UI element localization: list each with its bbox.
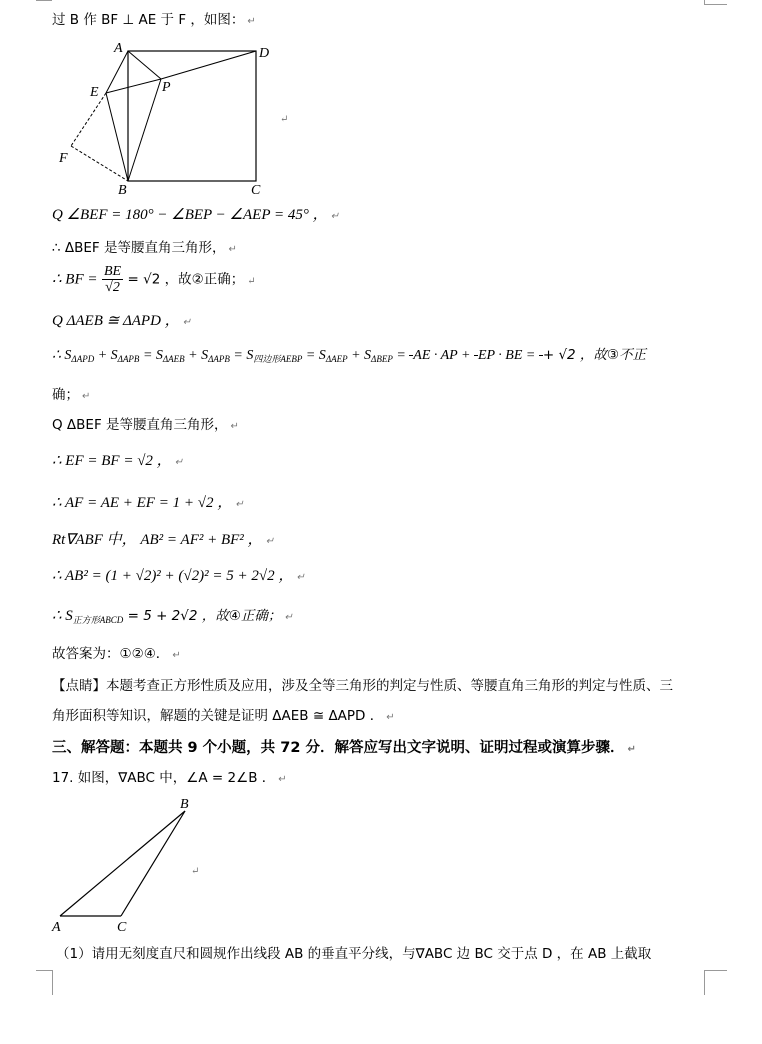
- crop-mark-top-left: [36, 0, 52, 1]
- label-a2: A: [52, 920, 61, 935]
- label-f: F: [59, 151, 68, 166]
- text-line-13: ∴ $S_{正方形ABCD} = 5 + 2√2$ ，故④正确； ↵: [52, 608, 293, 625]
- text-line-11: Rt∇ABF 中， AB² = AF² + BF² ， ↵: [52, 532, 274, 548]
- label-p: P: [162, 80, 171, 95]
- label-e: E: [90, 85, 99, 100]
- segment-ae: [106, 51, 128, 93]
- text-line-2: Q ∠BEF = 180° − ∠BEP − ∠AEP = 45° ， ↵: [52, 207, 339, 223]
- segment-eb: [106, 93, 128, 181]
- question-17: 17. 如图，∇ABC 中，∠A = 2∠B ． ↵: [52, 770, 287, 786]
- label-b2: B: [180, 797, 189, 812]
- text-line-1: 过 B 作 BF ⊥ AE 于 F ，如图： ↵: [52, 12, 256, 28]
- answer-line: 故答案为：①②④． ↵: [52, 646, 181, 662]
- segment-ab: [60, 811, 185, 916]
- crop-mark-top-right: [704, 0, 727, 5]
- triangle-figure: [48, 794, 208, 936]
- text-line-8: Q ΔBEF 是等腰直角三角形， ↵: [52, 417, 239, 433]
- segment-ap: [128, 51, 161, 79]
- text-line-6: ∴ $S_{\Delta APD} + S_{\Delta APB} = S_{\Delta AEB} + S_{\Delta APB} = S_{四边形AEBP} = S_{\Delta AEP} + S_{\Delta BEP}$ = AE · AP + EP · BE = + √2 ，故③不正: [52, 347, 647, 364]
- segment-pb: [128, 79, 161, 181]
- crop-mark-bottom-left: [36, 970, 53, 995]
- label-d: D: [259, 46, 270, 61]
- return-mark-2: ↵: [191, 866, 200, 877]
- label-c2: C: [117, 920, 127, 935]
- text-line-9: ∴ EF = BF = √2 ， ↵: [52, 453, 184, 469]
- segment-ep: [106, 79, 161, 93]
- label-c: C: [251, 183, 261, 198]
- text-line-10: ∴ AF = AE + EF = 1 + √2 ， ↵: [52, 495, 244, 511]
- text-line-3: ∴ ΔBEF 是等腰直角三角形， ↵: [52, 240, 237, 256]
- segment-bc: [121, 811, 185, 916]
- square-abcd: [128, 51, 256, 181]
- comment-line-1: 【点睛】本题考查正方形性质及应用，涉及全等三角形的判定与性质、等腰直角三角形的判定与性质、三: [52, 678, 673, 694]
- label-b: B: [118, 183, 127, 198]
- fraction-be-over-root2: $\frac{BE}{√2}$: [103, 264, 122, 295]
- comment-line-2: 角形面积等知识，解题的关键是证明 ΔAEB ≅ ΔAPD ． ↵: [52, 708, 395, 724]
- label-a: A: [114, 41, 123, 56]
- question-17-part-1: （1）请用无刻度直尺和圆规作出线段 AB 的垂直平分线，与∇ABC 边 BC 交于点 D ，在 AB 上截取: [56, 946, 652, 962]
- return-mark: ↵: [280, 114, 289, 125]
- text-line-7: 确； ↵: [52, 387, 91, 403]
- text-line-4: ∴ BF = $\frac{BE}{√2}$ = √2 ，故②正确； ↵: [52, 264, 256, 295]
- square-figure: [52, 38, 302, 203]
- section-heading: 三、解答题：本题共 9 个小题，共 72 分．解答应写出文字说明、证明过程或演算步骤． ↵: [52, 740, 636, 756]
- crop-mark-bottom-right: [704, 970, 727, 995]
- text-line-5: Q ΔAEB ≅ ΔAPD ， ↵: [52, 313, 192, 329]
- segment-pd: [161, 51, 256, 79]
- text-line-12: ∴ AB² = (1 + √2)² + (√2)² = 5 + 2√2 ， ↵: [52, 568, 305, 584]
- segment-fb-dashed: [71, 146, 128, 181]
- segment-ef-dashed: [71, 93, 106, 146]
